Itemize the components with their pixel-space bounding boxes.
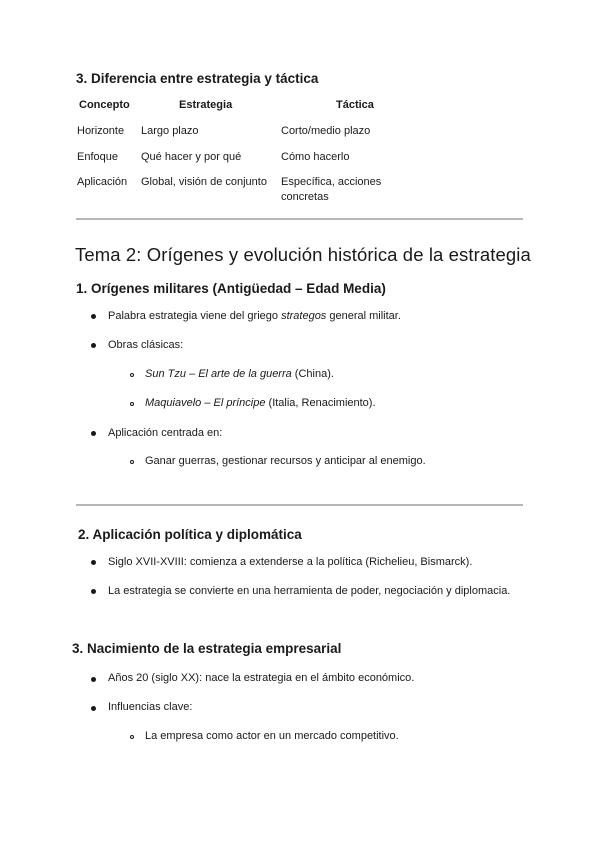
list-item: La estrategia se convierte en una herramienta de poder, negociación y diplomacia. xyxy=(108,585,511,597)
list-item: Maquiavelo – El príncipe (Italia, Renacimiento). xyxy=(145,397,376,409)
section-heading-empresarial: 3. Nacimiento de la estrategia empresarial xyxy=(72,641,342,656)
sub-bullet-icon xyxy=(130,460,134,464)
bullet-icon xyxy=(91,314,96,319)
bullet-icon xyxy=(91,431,96,436)
bullet-icon xyxy=(91,589,96,594)
bullet-icon xyxy=(91,706,96,711)
section-heading-politica: 2. Aplicación política y diplomática xyxy=(78,527,302,542)
bullet-icon xyxy=(91,343,96,348)
table-cell: Qué hacer y por qué xyxy=(141,151,242,163)
table-header-tactica: Táctica xyxy=(336,99,374,111)
table-cell: Cómo hacerlo xyxy=(281,151,350,163)
list-item: Años 20 (siglo XX): nace la estrategia en el ámbito económico. xyxy=(108,672,415,684)
horizontal-divider xyxy=(76,504,523,506)
list-item: Palabra estrategia viene del griego strategos general militar. xyxy=(108,310,401,322)
table-cell: Largo plazo xyxy=(141,125,199,137)
horizontal-divider xyxy=(76,218,523,220)
table-cell: Específica, acciones concretas xyxy=(281,176,382,203)
list-item: Siglo XVII-XVIII: comienza a extenderse a la política (Richelieu, Bismarck). xyxy=(108,556,473,568)
sub-bullet-icon xyxy=(130,402,134,406)
table-cell: Enfoque xyxy=(77,151,118,163)
table-cell: Aplicación xyxy=(77,176,128,188)
table-header-estrategia: Estrategia xyxy=(179,99,233,111)
list-item: Sun Tzu – El arte de la guerra (China). xyxy=(145,368,334,380)
list-item: Ganar guerras, gestionar recursos y anticipar al enemigo. xyxy=(145,455,426,467)
sub-bullet-icon xyxy=(130,735,134,739)
page-title: Tema 2: Orígenes y evolución histórica de la estrategia xyxy=(75,244,531,265)
table-header-concepto: Concepto xyxy=(79,99,130,111)
list-item: La empresa como actor en un mercado competitivo. xyxy=(145,730,399,742)
bullet-icon xyxy=(91,560,96,565)
table-cell: Corto/medio plazo xyxy=(281,125,371,137)
list-item: Obras clásicas: xyxy=(108,339,184,351)
list-item: Influencias clave: xyxy=(108,701,193,713)
table-cell: Global, visión de conjunto xyxy=(141,176,267,188)
table-cell: Horizonte xyxy=(77,125,125,137)
sub-bullet-icon xyxy=(130,373,134,377)
list-item: Aplicación centrada en: xyxy=(108,427,223,439)
section-heading-diferencia: 3. Diferencia entre estrategia y táctica xyxy=(76,71,319,86)
section-heading-origenes: 1. Orígenes militares (Antigüedad – Edad Media) xyxy=(76,281,386,296)
bullet-icon xyxy=(91,677,96,682)
